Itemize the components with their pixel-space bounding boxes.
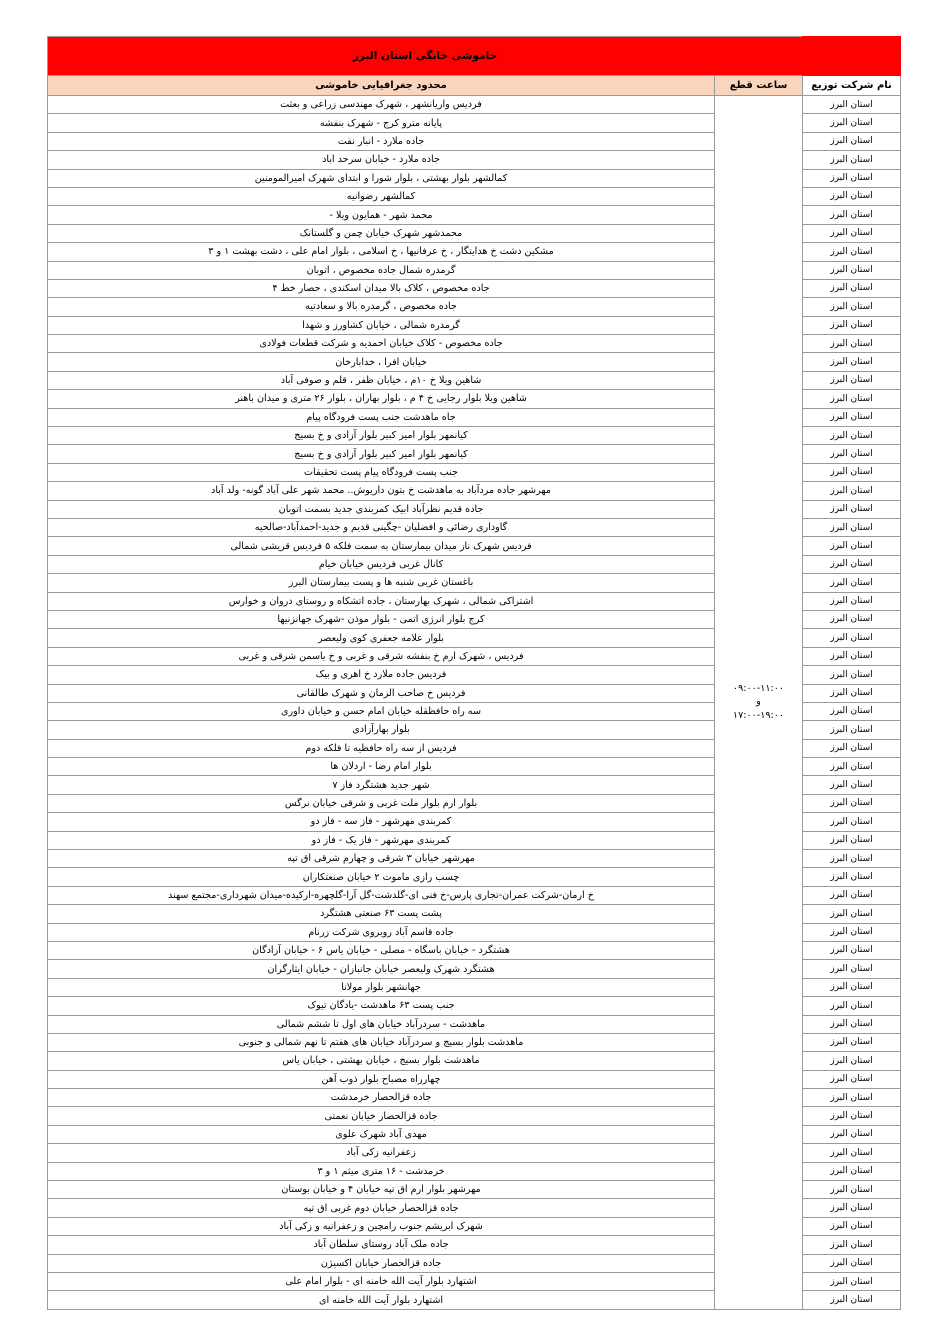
cell-area: جاده مخصوص - کلاک خیابان احمدیه و شرکت قطعات فولادی xyxy=(48,335,715,353)
cell-company: استان البرز xyxy=(803,279,901,297)
cell-company: استان البرز xyxy=(803,132,901,150)
cell-company: استان البرز xyxy=(803,463,901,481)
cell-area: فردیس واریانشهر ، شهرک مهندسی زراعی و بعثت xyxy=(48,96,715,114)
cell-area: کانال غربی فردیس خیابان خیام xyxy=(48,555,715,573)
cell-company: استان البرز xyxy=(803,886,901,904)
cell-area: جاده قزالحصار خرمدشت xyxy=(48,1089,715,1107)
cell-company: استان البرز xyxy=(803,610,901,628)
cell-area: جاده ملک آباد روستای سلطان آباد xyxy=(48,1236,715,1254)
document-title: خاموشی خانگی استان البرز xyxy=(48,37,803,76)
cell-company: استان البرز xyxy=(803,408,901,426)
cell-company: استان البرز xyxy=(803,1107,901,1125)
cell-area: شهر جدید هشتگرد فاز ۷ xyxy=(48,776,715,794)
cell-area: گرمدره شمالی ، خیابان کشاورز و شهدا xyxy=(48,316,715,334)
cell-area: ماهدشت - سردرآباد خیابان های اول تا ششم شمالی xyxy=(48,1015,715,1033)
cell-company: استان البرز xyxy=(803,1125,901,1143)
cell-area: اشتراکی شمالی ، شهرک بهارستان ، جاده اتشکاه و روستای دروان و خوارس xyxy=(48,592,715,610)
cell-company: استان البرز xyxy=(803,758,901,776)
cell-company: استان البرز xyxy=(803,978,901,996)
cell-area: محمدشهر شهرک خیابان چمن و گلستانک xyxy=(48,224,715,242)
cell-company: استان البرز xyxy=(803,96,901,114)
cell-company: استان البرز xyxy=(803,1052,901,1070)
cell-area: مهرشهر بلوار ارم اق تپه خیابان ۴ و خیابان بوستان xyxy=(48,1181,715,1199)
cell-company: استان البرز xyxy=(803,1181,901,1199)
cell-area: جاده قزالحصار خیابان اکسیژن xyxy=(48,1254,715,1272)
cell-company: استان البرز xyxy=(803,739,901,757)
cell-area: بلوار علامه جعفری کوی ولیعصر xyxy=(48,629,715,647)
cell-area: کمالشهر رضوانیه xyxy=(48,187,715,205)
cell-area: جنب پست ۶۳ ماهدشت -یادگان تیوک xyxy=(48,997,715,1015)
cell-area: گرمدره شمال جاده مخصوص ، اتوبان xyxy=(48,261,715,279)
cell-area: جاده قزالحصار خیابان نعمتی xyxy=(48,1107,715,1125)
cell-area: شاهین ویلا خ ۱۰م ، خیابان ظفر ، قلم و صوفی آباد xyxy=(48,371,715,389)
cell-area: جاده مخصوص ، کلاک بالا میدان اسکندی ، حصار خط ۴ xyxy=(48,279,715,297)
cell-company: استان البرز xyxy=(803,1273,901,1291)
cell-company: استان البرز xyxy=(803,518,901,536)
cell-company: استان البرز xyxy=(803,831,901,849)
cell-company: استان البرز xyxy=(803,1070,901,1088)
cell-area: جاده مخصوص ، گرمدره بالا و سعادتیه xyxy=(48,298,715,316)
cell-area: کرج بلوار انرژی اتمی - بلوار موذن -شهرک جهانزنیها xyxy=(48,610,715,628)
cell-area: مهرشهر جاده مردآباد به ماهدشت خ بتون داریوش.. محمد شهر علی آباد گونه- ولد آباد xyxy=(48,482,715,500)
cell-company: استان البرز xyxy=(803,1199,901,1217)
cell-company: استان البرز xyxy=(803,298,901,316)
cell-company: استان البرز xyxy=(803,537,901,555)
cell-area: پشت پست ۶۳ صنعتی هشتگرد xyxy=(48,905,715,923)
cell-company: استان البرز xyxy=(803,261,901,279)
cell-company: استان البرز xyxy=(803,1236,901,1254)
cell-company: استان البرز xyxy=(803,500,901,518)
cell-area: چهارراه مصباح بلوار ذوب آهن xyxy=(48,1070,715,1088)
cell-area: فردیس جاده ملارد خ اهری و بیک xyxy=(48,666,715,684)
cell-area: شاهین ویلا بلوار رجایی خ ۴ م ، بلوار بهاران ، بلوار ۲۶ متری و میدان باهنر xyxy=(48,390,715,408)
cell-area: جاده قزالحصار خیابان دوم غربی اق تپه xyxy=(48,1199,715,1217)
cell-company: استان البرز xyxy=(803,353,901,371)
cell-company: استان البرز xyxy=(803,445,901,463)
cell-area: فردیس از سه راه حافظیه تا فلکه دوم xyxy=(48,739,715,757)
outage-rows xyxy=(48,96,901,1310)
time-line-3: ۱۷:۰۰-۱۹:۰۰ xyxy=(732,710,785,722)
cell-area: هشتگرد - خیابان باسگاه - مصلی - خیابان یاس ۶ - خیابان آزادگان xyxy=(48,941,715,959)
cell-area: هشتگرد شهرک ولیعصر خیابان جانبازان - خیابان ایثارگران xyxy=(48,960,715,978)
cell-company: استان البرز xyxy=(803,371,901,389)
cell-company: استان البرز xyxy=(803,776,901,794)
cell-area: خیابان افرا ، خدابارخان xyxy=(48,353,715,371)
time-line-2: و xyxy=(756,696,761,708)
cell-area: شهرک ابریشم جنوب رامچین و زعفرانیه و زکی آباد xyxy=(48,1217,715,1235)
cell-area: زعفرانیه زکی آباد xyxy=(48,1144,715,1162)
cell-company: استان البرز xyxy=(803,702,901,720)
cell-company: استان البرز xyxy=(803,647,901,665)
cell-company: استان البرز xyxy=(803,316,901,334)
cell-area: ماهدشت بلوار بسیج ، خیابان بهشتی ، خیابان یاس xyxy=(48,1052,715,1070)
cell-company: استان البرز xyxy=(803,794,901,812)
cell-company: استان البرز xyxy=(803,224,901,242)
cell-area: گاوداری رضائی و افضلیان -چگینی قدیم و جدید-احمدآباد-صالحیه xyxy=(48,518,715,536)
cell-company: استان البرز xyxy=(803,923,901,941)
table-row xyxy=(48,96,901,114)
cell-area: فردیس شهرک ناز میدان بیمارستان به سمت فلکه ۵ فردیس قریشی شمالی xyxy=(48,537,715,555)
cell-area: کمربندی مهرشهر - فاز سه - فاز دو xyxy=(48,813,715,831)
cell-area: اشتهارد بلوار آیت الله خامنه ای xyxy=(48,1291,715,1309)
cell-area: بلوار بهارآزادی xyxy=(48,721,715,739)
cell-area: فردیس ، شهرک ارم خ بنفشه شرقی و غربی و خ یاسمن شرقی و غربی xyxy=(48,647,715,665)
cell-area: جنب پست فرودگاه پیام پست تحقیقات xyxy=(48,463,715,481)
cell-area: اشتهارد بلوار آیت الله خامنه ای - بلوار امام علی xyxy=(48,1273,715,1291)
cell-company: استان البرز xyxy=(803,813,901,831)
header-area: محدود جغرافیایی خاموشی xyxy=(48,76,715,96)
cell-area: جاده قاسم آباد روبروی شرکت زرنام xyxy=(48,923,715,941)
cell-area: خرمدشت - ۱۶ متری میثم ۱ و ۳ xyxy=(48,1162,715,1180)
cell-area: جاده ملارد - خیابان سرحد اباد xyxy=(48,151,715,169)
cell-area: بلوار ارم بلوار ملت غربی و شرقی خیابان نرگس xyxy=(48,794,715,812)
cell-company: استان البرز xyxy=(803,482,901,500)
cell-company: استان البرز xyxy=(803,1015,901,1033)
cell-company: استان البرز xyxy=(803,169,901,187)
cell-company: استان البرز xyxy=(803,905,901,923)
cell-time xyxy=(715,96,803,1310)
cell-area: کمالشهر بلوار بهشتی ، بلوار شورا و ابتدای شهرک امیرالمومنین xyxy=(48,169,715,187)
cell-company: استان البرز xyxy=(803,1217,901,1235)
cell-company: استان البرز xyxy=(803,1033,901,1051)
table-header-row xyxy=(48,76,901,96)
cell-company: استان البرز xyxy=(803,721,901,739)
cell-company: استان البرز xyxy=(803,555,901,573)
cell-area: جاه ماهدشت جنب پست فرودگاه پیام xyxy=(48,408,715,426)
title-blank-cell xyxy=(803,37,901,76)
cell-company: استان البرز xyxy=(803,592,901,610)
cell-area: بلوار امام رضا - اردلان ها xyxy=(48,758,715,776)
header-time: ساعت قطع xyxy=(715,76,803,96)
cell-area: مهرشهر خیابان ۳ شرقی و چهارم شرقی اق تپه xyxy=(48,850,715,868)
cell-company: استان البرز xyxy=(803,850,901,868)
cell-area: چسب رازی ماموت ۲ خیابان صنعتکاران xyxy=(48,868,715,886)
cell-company: استان البرز xyxy=(803,335,901,353)
header-company: نام شرکت توزیع xyxy=(803,76,901,96)
cell-company: استان البرز xyxy=(803,1254,901,1272)
cell-company: استان البرز xyxy=(803,243,901,261)
cell-area: مهدی آباد شهرک علوی xyxy=(48,1125,715,1143)
cell-area: خ ارمان-شرکت عمران-تجاری پارس-خ فنی ای-گلدشت-گل آرا-گلچهره-ارکیده-میدان شهرداری-مجتمع سهند xyxy=(48,886,715,904)
cell-area: مشکین دشت خ هدایتگار ، خ عرفانیها ، خ اسلامی ، بلوار امام علی ، دشت بهشت ۱ و ۳ xyxy=(48,243,715,261)
cell-area: کیانمهر بلوار امیر کبیر بلوار آزادی و خ بسیج xyxy=(48,445,715,463)
cell-area: باغستان غربی شنبه ها و پست بیمارستان البرز xyxy=(48,574,715,592)
cell-company: استان البرز xyxy=(803,1144,901,1162)
cell-area: ماهدشت بلوار بسیج و سردرآباد خیابان های هفتم تا نهم شمالی و جنوبی xyxy=(48,1033,715,1051)
cell-company: استان البرز xyxy=(803,941,901,959)
cell-company: استان البرز xyxy=(803,1162,901,1180)
cell-area: محمد شهر - همایون ویلا - xyxy=(48,206,715,224)
cell-area: کمربندی مهرشهر - فاز یک - فاز دو xyxy=(48,831,715,849)
cell-company: استان البرز xyxy=(803,997,901,1015)
table-title-row xyxy=(48,37,901,76)
outage-table xyxy=(47,36,901,1310)
cell-company: استان البرز xyxy=(803,629,901,647)
cell-company: استان البرز xyxy=(803,187,901,205)
cell-company: استان البرز xyxy=(803,868,901,886)
cell-company: استان البرز xyxy=(803,151,901,169)
cell-area: فردیس خ صاحب الزمان و شهرک طالقانی xyxy=(48,684,715,702)
cell-company: استان البرز xyxy=(803,684,901,702)
cell-company: استان البرز xyxy=(803,666,901,684)
cell-company: استان البرز xyxy=(803,574,901,592)
cell-company: استان البرز xyxy=(803,427,901,445)
cell-area: پایانه مترو کرج - شهرک بنفشه xyxy=(48,114,715,132)
cell-area: جاده قدیم نظرآباد ابیک کمربندی جدید بسمت اتوبان xyxy=(48,500,715,518)
time-line-1: ۰۹:۰۰-۱۱:۰۰ xyxy=(732,682,785,694)
cell-company: استان البرز xyxy=(803,1089,901,1107)
cell-area: سه راه حافظقله خیابان امام حسن و خیابان داوری xyxy=(48,702,715,720)
cell-company: استان البرز xyxy=(803,206,901,224)
cell-area: جهانشهر بلوار مولانا xyxy=(48,978,715,996)
cell-area: کیانمهر بلوار امیر کبیر بلوار آزادی و خ بسیج xyxy=(48,427,715,445)
cell-company: استان البرز xyxy=(803,114,901,132)
cell-area: جاده ملارد - انبار نفت xyxy=(48,132,715,150)
cell-company: استان البرز xyxy=(803,960,901,978)
cell-company: استان البرز xyxy=(803,390,901,408)
cell-company: استان البرز xyxy=(803,1291,901,1309)
